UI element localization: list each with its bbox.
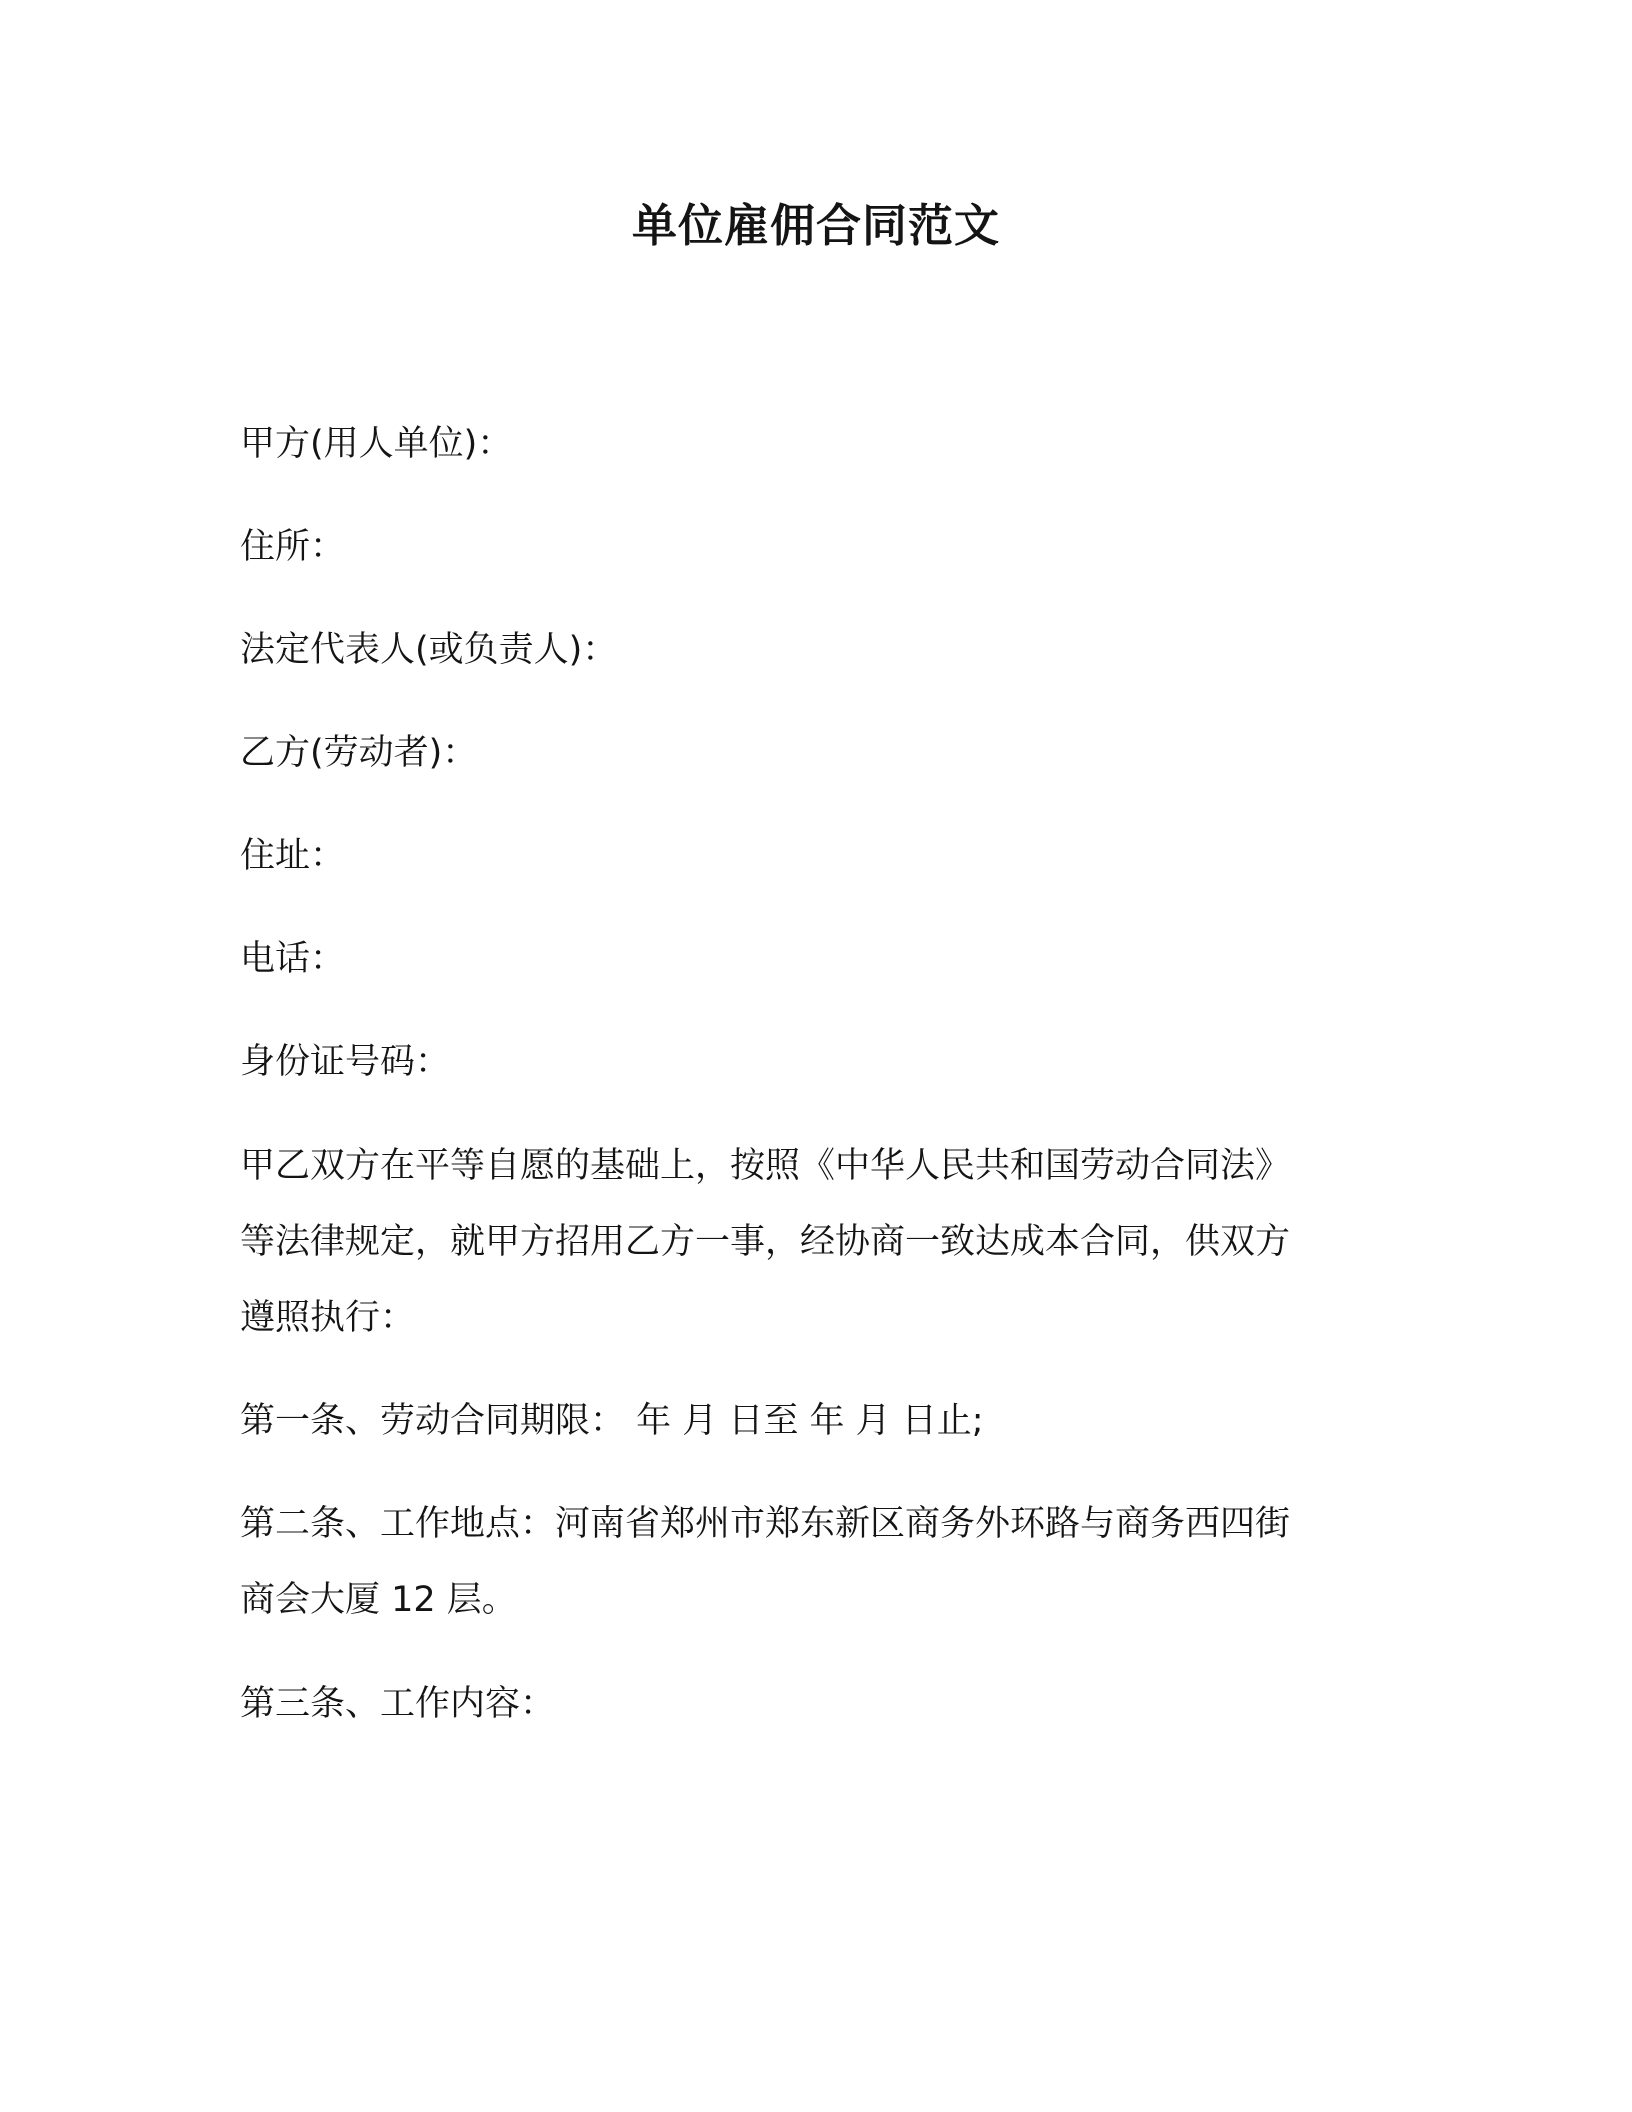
id-number-field: 身份证号码： <box>240 1042 451 1082</box>
party-a-address-field: 住所： <box>240 527 346 567</box>
party-b-field: 乙方(劳动者)： <box>240 733 478 773</box>
article-2-work-location-line-2: 商会大厦 12 层。 <box>240 1580 517 1620</box>
article-3-work-content: 第三条、工作内容： <box>240 1684 556 1724</box>
party-b-address-field: 住址： <box>240 836 346 876</box>
preamble-line-1: 甲乙双方在平等自愿的基础上，按照《中华人民共和国劳动合同法》 <box>240 1146 1291 1186</box>
party-a-field: 甲方(用人单位)： <box>240 424 513 464</box>
legal-representative-field: 法定代表人(或负责人)： <box>240 630 618 670</box>
article-2-work-location-line-1: 第二条、工作地点：河南省郑州市郑东新区商务外环路与商务西四街 <box>240 1504 1291 1544</box>
preamble-line-3: 遵照执行： <box>240 1298 416 1338</box>
article-1-contract-term: 第一条、劳动合同期限： 年 月 日至 年 月 日止; <box>240 1401 984 1441</box>
phone-field: 电话： <box>240 939 346 979</box>
document-title: 单位雇佣合同范文 <box>631 199 1000 252</box>
preamble-line-2: 等法律规定，就甲方招用乙方一事，经协商一致达成本合同，供双方 <box>240 1222 1291 1262</box>
